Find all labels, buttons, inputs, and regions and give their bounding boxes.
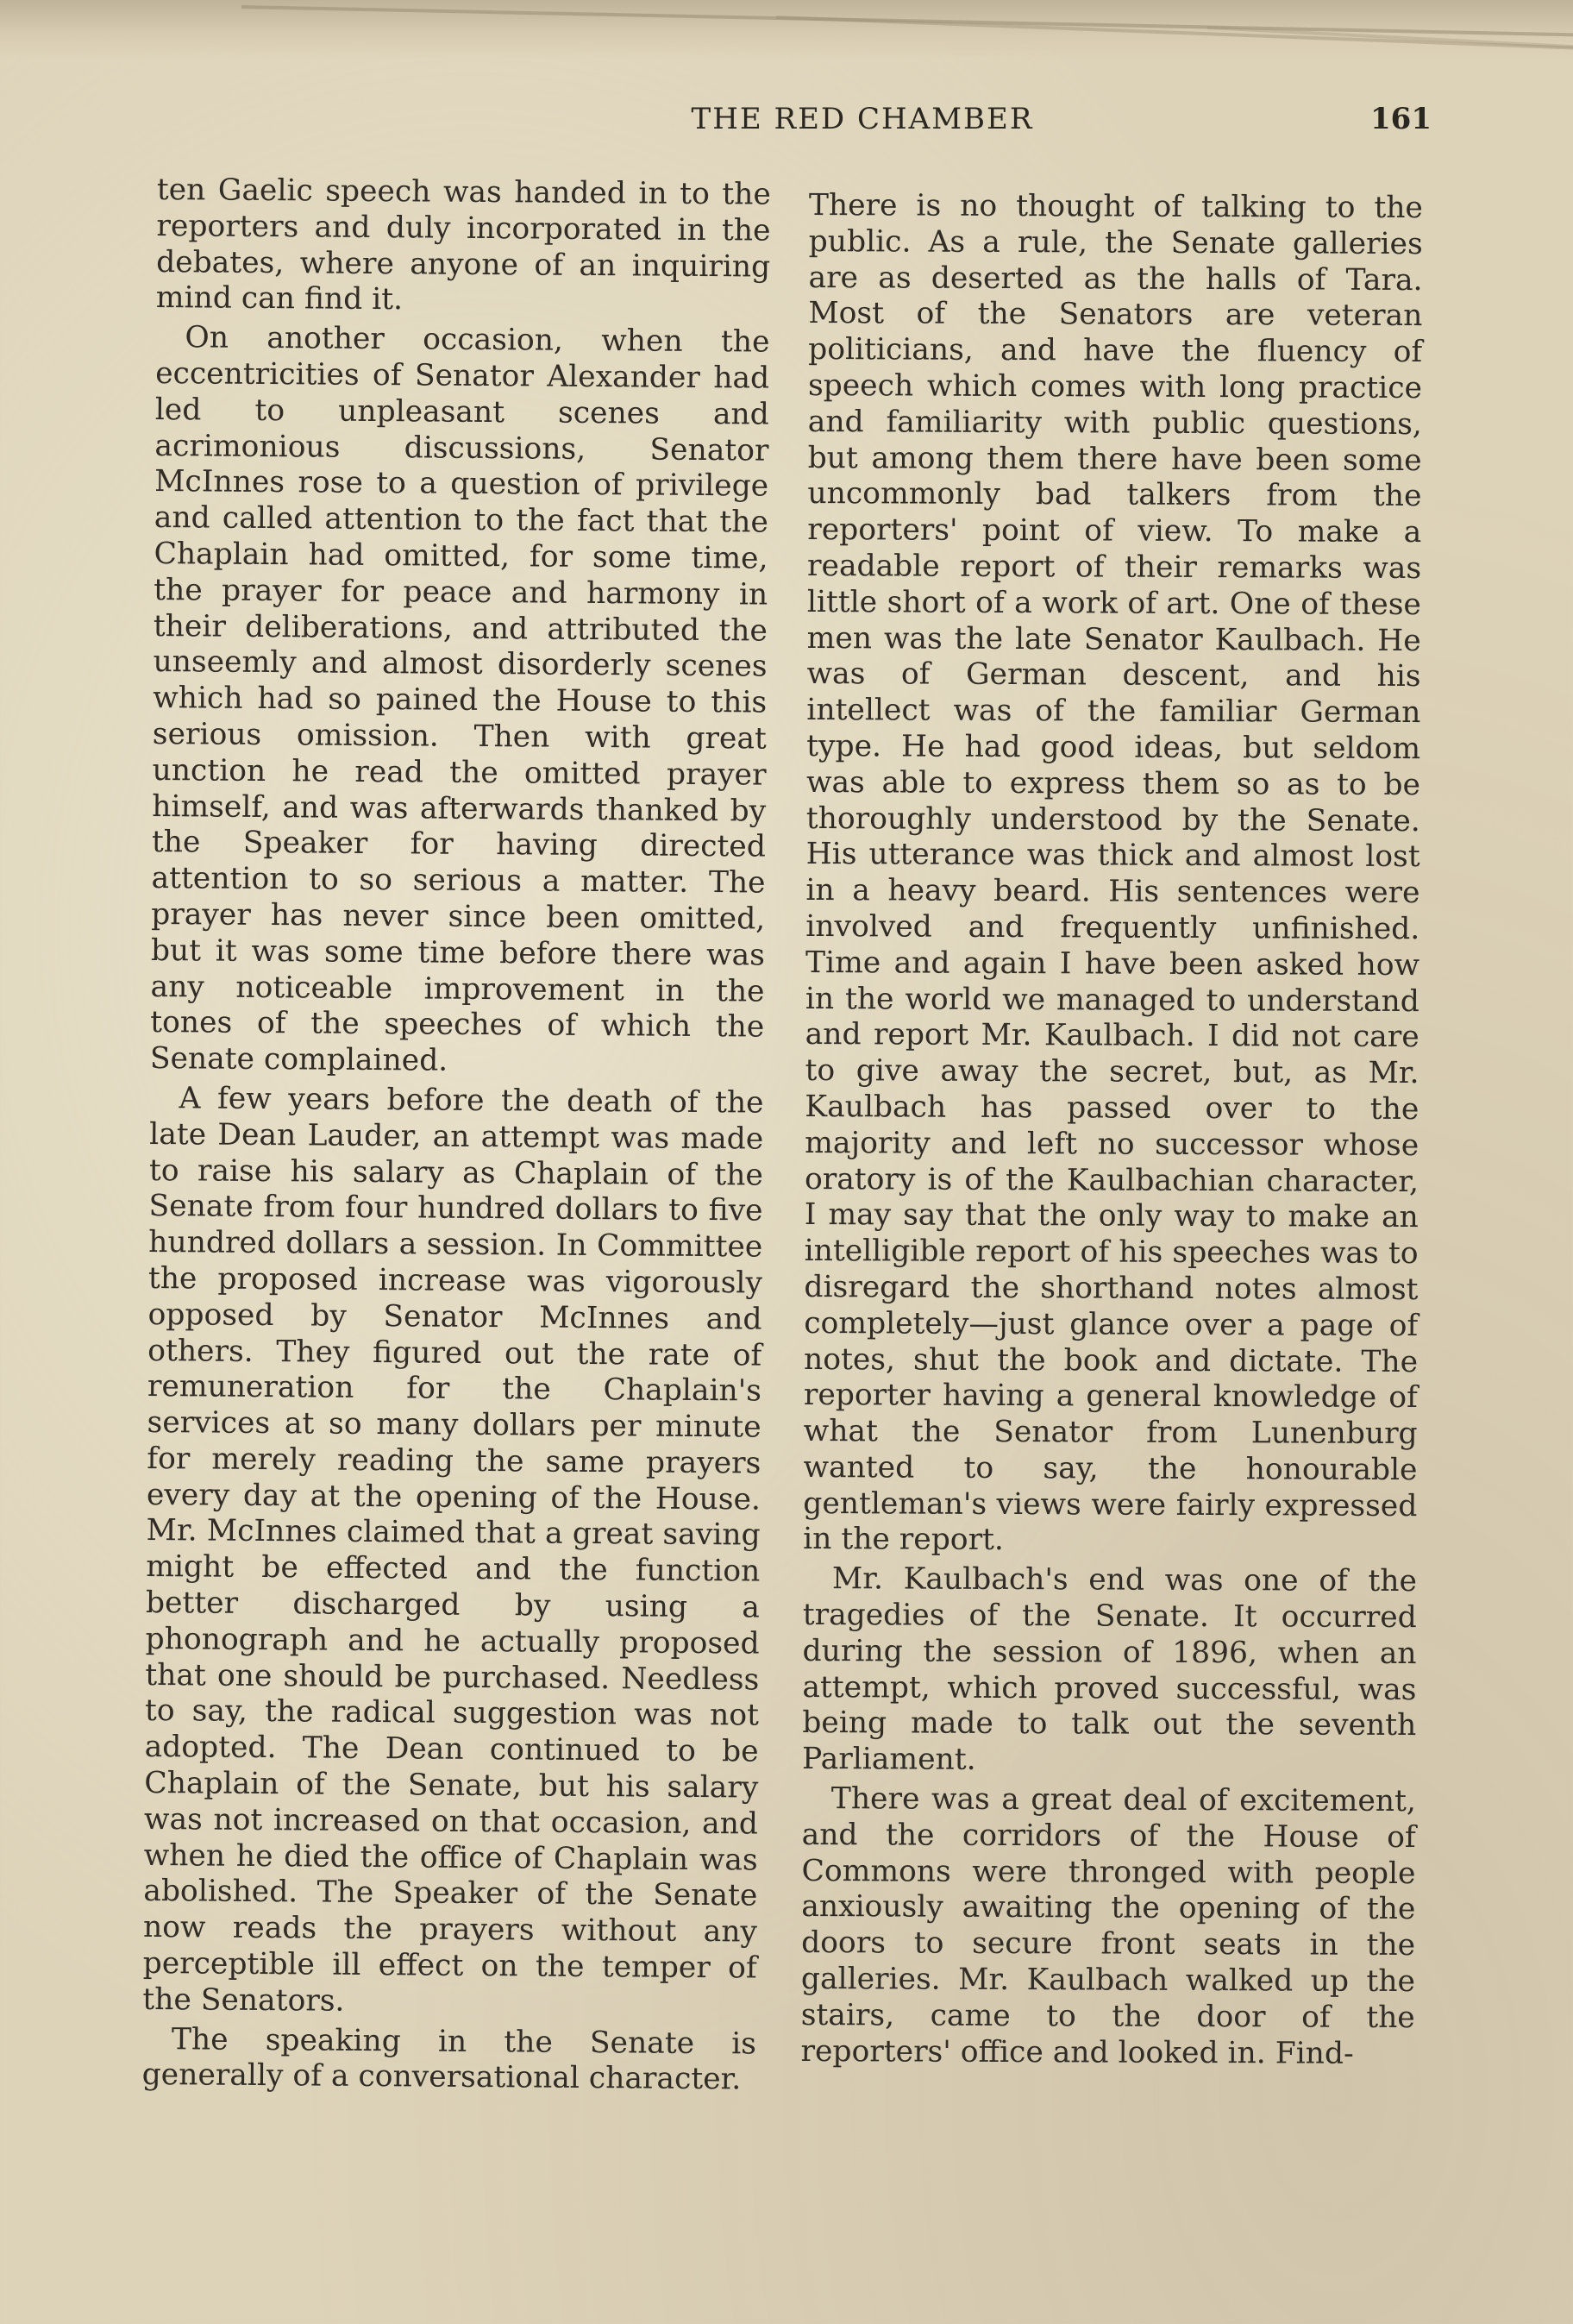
running-title: THE RED CHAMBER <box>691 102 1034 136</box>
paragraph: There is no thought of talking to the public. As a rule, the Senate galleries are as deserted as the halls of Tara. Most of the Senators are veteran politicians, and have the fluency of speech which comes with long practice and familiarity with public questions, but among them there have been some uncommonly bad talkers from the reporters' point of view. To make a readable report of their remarks was little short of a work of art. One of these men was the late Senator Kaulbach. He was of German descent, and his intellect was of the familiar German type. He had good ideas, but seldom was able to express them so as to be thoroughly understood by the Senate. His utterance was thick and almost lost in a heavy beard. His sentences were involved and frequently unfinished. Time and again I have been asked how in the world we managed to understand and report Mr. Kaulbach. I did not care to give away the secret, but, as Mr. Kaulbach has passed over to the majority and left no successor whose oratory is of the Kaulbachian character, I may say that the only way to make an intelligible report of his speeches was to disregard the shorthand notes almost completely—just glance over a page of notes, shut the book and dictate. The reporter having a general knowledge of what the Senator from Lunenburg wanted to say, the honourable gentleman's views were fairly expressed in the report. <box>803 188 1423 1558</box>
text-column-left <box>141 173 771 2102</box>
paragraph: On another occasion, when the eccentricities of Senator Alexander had led to unpleasant scenes and acrimonious discussions, Senator McInnes rose to a question of privilege and called attention to the fact that the Chaplain had omitted, for some time, the prayer for peace and harmony in their deliberations, and attributed the unseemly and almost disorderly scenes which had so pained the House to this serious omission. Then with great unction he read the omitted prayer himself, and was afterwards thanked by the Speaker for having directed attention to so serious a matter. The prayer has never since been omitted, but it was some time before there was any noticeable improvement in the tones of the speeches of which the Senate complained. <box>149 320 770 1078</box>
paragraph: ten Gaelic speech was handed in to the reporters and duly incorporated in the debates, where anyone of an inquiring mind can find it. <box>155 173 771 317</box>
page-top-edge <box>0 0 1573 60</box>
paragraph: A few years before the death of the late Dean Lauder, an attempt was made to raise his salary as Chaplain of the Senate from four hundred dollars to five hundred dollars a session. In Committee the proposed increase was vigorously opposed by Senator McInnes and others. They figured out the rate of remuneration for the Chaplain's services at so many dollars per minute for merely reading the same prayers every day at the opening of the House. Mr. McInnes claimed that a great saving might be effected and the function better discharged by using a phonograph and he actually proposed that one should be purchased. Needless to say, the radical suggestion was not adopted. The Dean continued to be Chaplain of the Senate, but his salary was not increased on that occasion, and when he died the office of Chaplain was abolished. The Speaker of the Senate now reads the prayers without any perceptible ill effect on the temper of the Senators. <box>142 1081 764 2019</box>
paragraph: Mr. Kaulbach's end was one of the tragedies of the Senate. It occurred during the session of 1896, when an attempt, which proved successful, was being made to talk out the seventh Parliament. <box>801 1561 1418 1778</box>
paragraph: The speaking in the Senate is generally of a conversational character. <box>141 2021 757 2097</box>
page-number: 161 <box>1370 102 1432 136</box>
text-column-right <box>800 188 1423 2076</box>
running-head <box>155 102 1432 154</box>
paragraph: There was a great deal of excitement, and the corridors of the House of Commons were thronged with people anxiously awaiting the opening of the doors to secure front seats in the galleries. Mr. Kaulbach walked up the stairs, came to the door of the reporters' office and looked in. Find- <box>800 1781 1416 2071</box>
